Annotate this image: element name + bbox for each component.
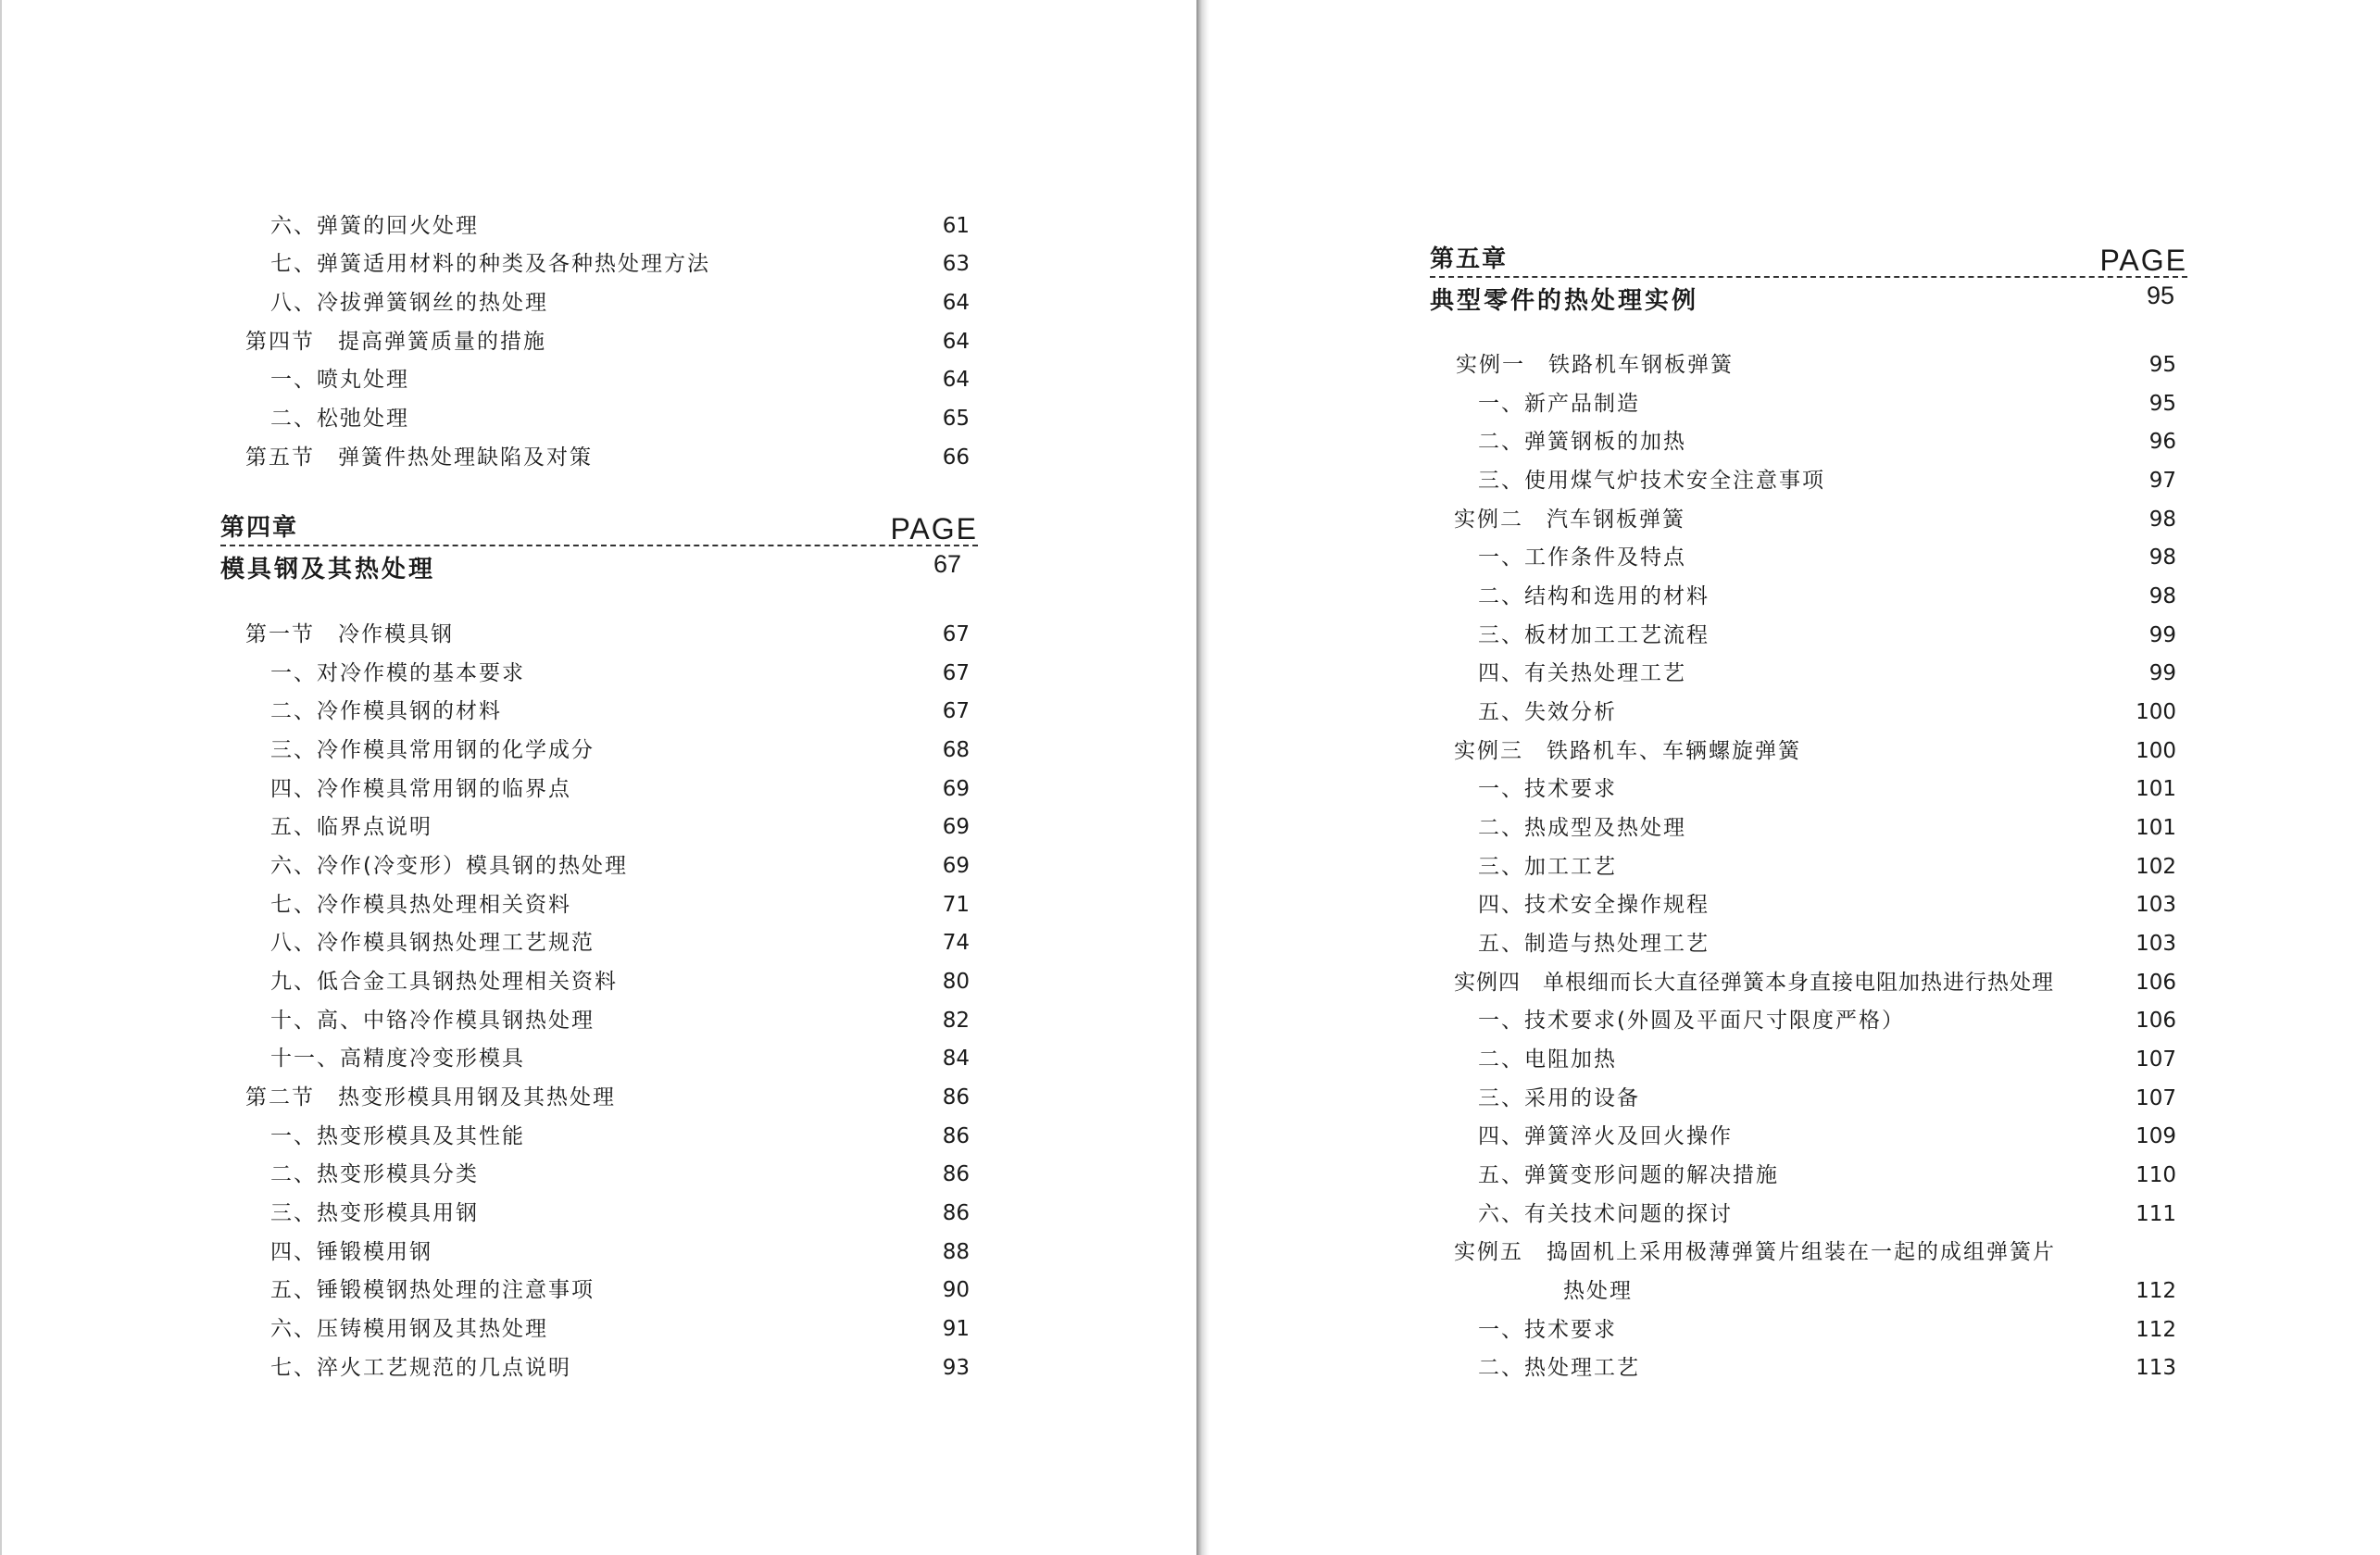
toc-entry bbox=[270, 1155, 970, 1194]
chapter-page-number: 67 bbox=[933, 550, 961, 578]
chapter-page-word: PAGE bbox=[890, 512, 978, 546]
toc-entry-title: 十一、高精度冷变形模具 bbox=[270, 1047, 525, 1071]
toc-entry-page: 109 bbox=[2136, 1124, 2176, 1148]
chapter-heading bbox=[220, 500, 978, 593]
toc-entry-page: 95 bbox=[2148, 353, 2176, 377]
toc-entry-title: 五、弹簧变形问题的解决措施 bbox=[1478, 1163, 1779, 1187]
toc-entry bbox=[270, 360, 970, 399]
chapter-heading-rule bbox=[1430, 232, 2187, 278]
toc-entry-page: 100 bbox=[2136, 739, 2176, 763]
toc-entry-title: 一、技术要求(外圆及平面尺寸限度严格） bbox=[1478, 1009, 1905, 1033]
toc-entry-page: 95 bbox=[2148, 392, 2176, 416]
toc-entry-title: 第一节 冷作模具钢 bbox=[245, 622, 454, 646]
toc-entry-page: 90 bbox=[942, 1278, 970, 1302]
toc-entry-title: 四、弹簧淬火及回火操作 bbox=[1478, 1124, 1733, 1148]
toc-entry-title: 七、淬火工艺规范的几点说明 bbox=[270, 1356, 571, 1380]
toc-entry-page: 97 bbox=[2148, 469, 2176, 493]
toc-entry-page: 98 bbox=[2148, 546, 2176, 570]
toc-entry-page: 106 bbox=[2136, 1009, 2176, 1033]
toc-entry-page: 61 bbox=[942, 214, 970, 238]
toc-entry-title: 实例一 铁路机车钢板弹簧 bbox=[1456, 353, 1734, 377]
toc-entry bbox=[1478, 693, 2176, 732]
toc-entry-title: 五、失效分析 bbox=[1478, 700, 1617, 724]
toc-section-entry bbox=[1454, 732, 2176, 771]
toc-entry-title: 实例二 汽车钢板弹簧 bbox=[1454, 508, 1685, 532]
toc-entry bbox=[270, 885, 970, 924]
toc-entry-title: 四、冷作模具常用钢的临界点 bbox=[270, 777, 571, 801]
chapter-page-number: 95 bbox=[2146, 282, 2174, 309]
toc-entry bbox=[270, 731, 970, 770]
toc-entry bbox=[1478, 847, 2176, 886]
toc-entry-title: 实例三 铁路机车、车辆螺旋弹簧 bbox=[1454, 739, 1801, 763]
toc-entry bbox=[270, 1233, 970, 1272]
toc-entry-page: 107 bbox=[2136, 1086, 2176, 1110]
toc-section-entry bbox=[1454, 963, 2176, 1002]
toc-entry-page: 99 bbox=[2148, 661, 2176, 685]
toc-entry-title: 四、锤锻模用钢 bbox=[270, 1240, 432, 1264]
toc-entry bbox=[270, 283, 970, 322]
toc-entry bbox=[270, 770, 970, 809]
toc-entry-page: 106 bbox=[2136, 971, 2176, 995]
toc-entry-page: 112 bbox=[2136, 1279, 2176, 1303]
toc-entry bbox=[1478, 422, 2176, 461]
toc-entry-title: 二、电阻加热 bbox=[1478, 1047, 1617, 1072]
toc-entry-page: 68 bbox=[942, 738, 970, 762]
toc-section-entry bbox=[1456, 345, 2176, 384]
toc-entry bbox=[270, 1039, 970, 1078]
toc-entry bbox=[1478, 461, 2176, 500]
toc-entry-title: 一、技术要求 bbox=[1478, 777, 1617, 801]
chapter-heading-rule bbox=[220, 500, 978, 546]
toc-entry bbox=[1478, 538, 2176, 577]
toc-entry-page: 110 bbox=[2136, 1163, 2176, 1187]
toc-entry-title: 实例五 捣固机上采用极薄弹簧片组装在一起的成组弹簧片 bbox=[1454, 1240, 2056, 1264]
toc-entry-title: 一、喷丸处理 bbox=[270, 368, 409, 392]
toc-entry-page: 64 bbox=[942, 330, 970, 354]
toc-entry-title: 一、新产品制造 bbox=[1478, 392, 1640, 416]
toc-entry-title: 二、热成型及热处理 bbox=[1478, 816, 1686, 840]
toc-entry-page: 67 bbox=[942, 699, 970, 723]
toc-entry-title: 七、冷作模具热处理相关资料 bbox=[270, 893, 571, 917]
toc-entry bbox=[270, 207, 970, 245]
toc-entry-title: 三、冷作模具常用钢的化学成分 bbox=[270, 738, 595, 762]
toc-entry bbox=[270, 654, 970, 693]
toc-entry bbox=[270, 399, 970, 438]
toc-section-entry bbox=[245, 438, 970, 477]
toc-entry-page: 86 bbox=[942, 1162, 970, 1186]
toc-entry-title: 七、弹簧适用材料的种类及各种热处理方法 bbox=[270, 252, 710, 276]
toc-entry-page: 66 bbox=[942, 445, 970, 470]
toc-entry-title: 一、技术要求 bbox=[1478, 1318, 1617, 1342]
toc-entry bbox=[270, 1271, 970, 1310]
toc-section-entry bbox=[245, 615, 970, 654]
toc-entry-title: 二、热处理工艺 bbox=[1478, 1356, 1640, 1380]
toc-entry bbox=[270, 923, 970, 962]
toc-entry-page: 86 bbox=[942, 1124, 970, 1148]
toc-entry-title: 六、弹簧的回火处理 bbox=[270, 214, 479, 238]
toc-entry-title: 一、对冷作模的基本要求 bbox=[270, 661, 525, 685]
page-gutter bbox=[1196, 0, 1209, 1555]
toc-entry bbox=[1478, 654, 2176, 693]
toc-entry bbox=[1478, 1040, 2176, 1079]
toc-entry-page: 65 bbox=[942, 407, 970, 431]
toc-entry-page: 96 bbox=[2148, 430, 2176, 454]
toc-entry-title: 热处理 bbox=[1563, 1279, 1633, 1303]
toc-section-entry bbox=[1454, 1233, 2176, 1272]
toc-entry-title: 三、使用煤气炉技术安全注意事项 bbox=[1478, 469, 1825, 493]
toc-entry-title: 二、结构和选用的材料 bbox=[1478, 584, 1710, 608]
toc-entry-title: 四、技术安全操作规程 bbox=[1478, 893, 1710, 917]
toc-entry bbox=[1478, 1156, 2176, 1195]
toc-entry-title: 第五节 弹簧件热处理缺陷及对策 bbox=[245, 445, 593, 470]
right-page bbox=[1209, 0, 2380, 1555]
toc-entry bbox=[1478, 616, 2176, 655]
toc-entry-title: 第四节 提高弹簧质量的措施 bbox=[245, 330, 546, 354]
toc-entry bbox=[270, 1117, 970, 1156]
toc-entry-page: 64 bbox=[942, 291, 970, 315]
toc-entry-page: 69 bbox=[942, 777, 970, 801]
toc-section-entry bbox=[1454, 500, 2176, 539]
toc-entry-page: 101 bbox=[2136, 816, 2176, 840]
chapter-label: 第五章 bbox=[1430, 245, 1509, 273]
toc-entry-page: 88 bbox=[942, 1240, 970, 1264]
toc-entry-title: 二、弹簧钢板的加热 bbox=[1478, 430, 1686, 454]
toc-entry-title: 十、高、中铬冷作模具钢热处理 bbox=[270, 1009, 595, 1033]
toc-entry-page: 82 bbox=[942, 1009, 970, 1033]
toc-entry bbox=[1478, 770, 2176, 809]
toc-entry-page: 86 bbox=[942, 1201, 970, 1225]
toc-entry-title: 一、热变形模具及其性能 bbox=[270, 1124, 525, 1148]
toc-entry-page: 93 bbox=[942, 1356, 970, 1380]
toc-entry-title: 六、冷作(冷变形）模具钢的热处理 bbox=[270, 854, 628, 878]
toc-entry-title: 三、加工工艺 bbox=[1478, 855, 1617, 879]
toc-entry bbox=[1478, 1079, 2176, 1118]
toc-entry-title: 五、锤锻模钢热处理的注意事项 bbox=[270, 1278, 595, 1302]
toc-entry-page: 107 bbox=[2136, 1047, 2176, 1072]
toc-entry-continuation bbox=[1563, 1272, 2176, 1310]
chapter-title: 典型零件的热处理实例 bbox=[1430, 287, 1699, 315]
toc-entry bbox=[1478, 1195, 2176, 1234]
chapter-heading bbox=[1430, 232, 2187, 324]
toc-entry bbox=[1478, 1117, 2176, 1156]
toc-entry-page: 111 bbox=[2136, 1202, 2176, 1226]
toc-entry-title: 三、板材加工工艺流程 bbox=[1478, 623, 1710, 647]
toc-entry-page: 103 bbox=[2136, 932, 2176, 956]
toc-entry-page: 100 bbox=[2136, 700, 2176, 724]
toc-entry-page: 103 bbox=[2136, 893, 2176, 917]
toc-entry-page: 69 bbox=[942, 815, 970, 839]
toc-entry-page: 112 bbox=[2136, 1318, 2176, 1342]
toc-entry-page: 113 bbox=[2136, 1356, 2176, 1380]
toc-entry-title: 八、冷作模具钢热处理工艺规范 bbox=[270, 931, 595, 955]
toc-entry bbox=[270, 245, 970, 283]
toc-entry-page: 64 bbox=[942, 368, 970, 392]
toc-entry bbox=[270, 1001, 970, 1040]
toc-entry-page: 101 bbox=[2136, 777, 2176, 801]
toc-entry bbox=[1478, 885, 2176, 924]
toc-entry-page: 102 bbox=[2136, 855, 2176, 879]
toc-entry-title: 二、热变形模具分类 bbox=[270, 1162, 479, 1186]
toc-entry bbox=[270, 1310, 970, 1348]
toc-entry-page: 98 bbox=[2148, 584, 2176, 608]
toc-entry-title: 九、低合金工具钢热处理相关资料 bbox=[270, 970, 618, 994]
toc-entry bbox=[1478, 384, 2176, 423]
toc-entry-page: 69 bbox=[942, 854, 970, 878]
toc-entry bbox=[1478, 809, 2176, 847]
toc-entry-page: 98 bbox=[2148, 508, 2176, 532]
chapter-page-word: PAGE bbox=[2099, 244, 2187, 277]
toc-entry-title: 三、采用的设备 bbox=[1478, 1086, 1640, 1110]
toc-entry-page: 99 bbox=[2148, 623, 2176, 647]
toc-entry-title: 六、有关技术问题的探讨 bbox=[1478, 1202, 1733, 1226]
chapter-label: 第四章 bbox=[220, 514, 299, 542]
toc-entry-page: 67 bbox=[942, 622, 970, 646]
toc-entry-title: 第二节 热变形模具用钢及其热处理 bbox=[245, 1085, 616, 1110]
toc-entry-page: 84 bbox=[942, 1047, 970, 1071]
toc-entry-page: 80 bbox=[942, 970, 970, 994]
toc-entry-page: 91 bbox=[942, 1317, 970, 1341]
toc-entry-title: 八、冷拔弹簧钢丝的热处理 bbox=[270, 291, 548, 315]
toc-entry-title: 五、制造与热处理工艺 bbox=[1478, 932, 1710, 956]
toc-entry-page: 63 bbox=[942, 252, 970, 276]
toc-entry-page: 86 bbox=[942, 1085, 970, 1110]
toc-entry-title: 六、压铸模用钢及其热处理 bbox=[270, 1317, 548, 1341]
toc-entry-title: 实例四 单根细而长大直径弹簧本身直接电阻加热进行热处理 bbox=[1454, 971, 2054, 995]
toc-entry-page: 67 bbox=[942, 661, 970, 685]
toc-entry bbox=[270, 962, 970, 1001]
toc-entry-title: 五、临界点说明 bbox=[270, 815, 432, 839]
toc-entry bbox=[1478, 924, 2176, 963]
toc-entry-title: 二、冷作模具钢的材料 bbox=[270, 699, 502, 723]
toc-entry bbox=[270, 808, 970, 846]
chapter-title: 模具钢及其热处理 bbox=[220, 556, 436, 583]
toc-section-entry bbox=[245, 1078, 970, 1117]
toc-entry-page: 71 bbox=[942, 893, 970, 917]
toc-entry bbox=[1478, 577, 2176, 616]
toc-entry-title: 四、有关热处理工艺 bbox=[1478, 661, 1686, 685]
toc-entry bbox=[1478, 1348, 2176, 1387]
toc-entry bbox=[270, 846, 970, 885]
toc-entry bbox=[270, 1348, 970, 1387]
toc-entry-title: 二、松弛处理 bbox=[270, 407, 409, 431]
toc-section-entry bbox=[245, 322, 970, 361]
toc-entry bbox=[270, 1194, 970, 1233]
toc-entry bbox=[1478, 1001, 2176, 1040]
toc-entry-page: 74 bbox=[942, 931, 970, 955]
toc-entry bbox=[270, 692, 970, 731]
toc-entry-title: 三、热变形模具用钢 bbox=[270, 1201, 479, 1225]
toc-entry bbox=[1478, 1310, 2176, 1349]
toc-entry-title: 一、工作条件及特点 bbox=[1478, 546, 1686, 570]
